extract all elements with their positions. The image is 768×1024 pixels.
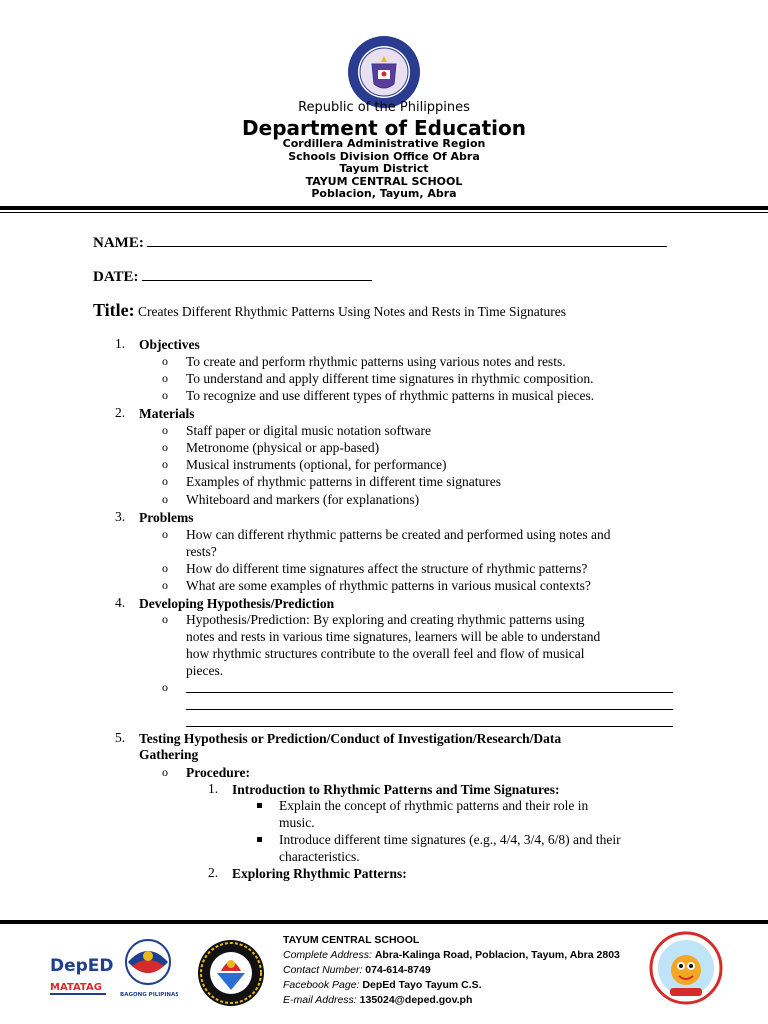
facebook-label: Facebook Page: [283, 979, 360, 991]
list-item: Examples of rhythmic patterns in different time signatures [186, 474, 502, 489]
bullet-icon: o [162, 371, 168, 385]
school-line: TAYUM CENTRAL SCHOOL [305, 174, 463, 188]
answer-blank-line[interactable] [186, 709, 673, 710]
bullet-icon: o [162, 388, 168, 402]
bullet-icon: o [162, 680, 168, 694]
section-number: 2. [115, 405, 126, 420]
list-item: Metronome (physical or app-based) [186, 440, 380, 455]
republic-text: Republic of the Philippines [298, 100, 470, 115]
section-heading-problems: Problems [139, 510, 194, 525]
section-number: 1. [115, 336, 126, 351]
footer-address [283, 949, 620, 961]
deped-logo-text: DepED [50, 956, 114, 976]
bullet-icon: o [162, 578, 168, 592]
section-heading-hypothesis: Developing Hypothesis/Prediction [139, 596, 335, 611]
answer-blank-line[interactable] [186, 692, 673, 693]
date-blank[interactable] [142, 266, 372, 281]
footer-email [283, 994, 472, 1006]
bullet-icon: o [162, 423, 168, 437]
footer-school-name: TAYUM CENTRAL SCHOOL [283, 934, 420, 946]
bullet-icon: o [162, 457, 168, 471]
region-line: Cordillera Administrative Region [282, 137, 486, 150]
step-bullet-continuation: characteristics. [279, 849, 360, 864]
bullet-icon: o [162, 612, 168, 626]
section-number: 3. [115, 509, 126, 524]
square-bullet-icon [257, 837, 262, 842]
list-item: To understand and apply different time signatures in rhythmic composition. [186, 371, 594, 386]
deped-matatag-logo [44, 940, 114, 1000]
step-title: Introduction to Rhythmic Patterns and Time Signatures: [232, 782, 560, 797]
hypothesis-line: notes and rests in various time signatures, learners will be able to understand [186, 629, 601, 644]
tayum-school-seal [193, 938, 269, 1008]
section-number: 4. [115, 595, 126, 610]
bullet-icon: o [162, 765, 168, 779]
title-text: Creates Different Rhythmic Patterns Using Notes and Rests in Time Signatures [138, 304, 567, 319]
list-item: Musical instruments (optional, for performance) [186, 457, 447, 472]
bagong-pilipinas-logo [118, 936, 178, 1000]
bullet-icon: o [162, 492, 168, 506]
list-item: To create and perform rhythmic patterns using various notes and rests. [186, 354, 566, 369]
address-label: Complete Address: [283, 949, 372, 961]
tayum-mascot-seal [648, 930, 724, 1006]
matatag-text: MATATAG [50, 982, 102, 993]
footer-contact [283, 964, 431, 976]
contact-label: Contact Number: [283, 964, 363, 976]
list-item-continuation: rests? [186, 544, 217, 559]
step-bullet-continuation: music. [279, 815, 315, 830]
email-label: E-mail Address: [283, 994, 357, 1006]
location-line: Poblacion, Tayum, Abra [311, 187, 457, 200]
bullet-icon: o [162, 440, 168, 454]
square-bullet-icon [257, 803, 262, 808]
list-item: How can different rhythmic patterns be created and performed using notes and [186, 527, 611, 542]
bullet-icon: o [162, 354, 168, 368]
list-item: What are some examples of rhythmic patterns in various musical contexts? [186, 578, 591, 593]
hypothesis-line: pieces. [186, 663, 224, 678]
answer-blank-line[interactable] [186, 726, 673, 727]
step-bullet: Explain the concept of rhythmic patterns and their role in [279, 798, 589, 813]
bagong-pilipinas-text: BAGONG PILIPINAS [120, 992, 178, 998]
hypothesis-line: how rhythmic structures contribute to the overall feel and flow of musical [186, 646, 585, 661]
header-divider-thin [0, 212, 768, 213]
list-item: Staff paper or digital music notation software [186, 423, 431, 438]
list-item: How do different time signatures affect the structure of rhythmic patterns? [186, 561, 588, 576]
name-field[interactable] [93, 232, 667, 252]
step-title: Exploring Rhythmic Patterns: [232, 866, 407, 881]
district-line: Tayum District [339, 162, 429, 175]
date-field[interactable] [93, 266, 372, 286]
procedure-label: Procedure: [186, 765, 250, 780]
title-label: Title: [93, 300, 135, 320]
section-heading-testing: Testing Hypothesis or Prediction/Conduct of Investigation/Research/Data [139, 731, 562, 746]
email-link[interactable]: 135024@deped.gov.ph [359, 994, 473, 1006]
step-number: 1. [208, 781, 219, 796]
step-number: 2. [208, 865, 219, 880]
bullet-icon: o [162, 561, 168, 575]
section-number: 5. [115, 730, 126, 745]
name-blank[interactable] [147, 232, 667, 247]
title-row [93, 300, 566, 321]
contact-value: 074-614-8749 [365, 964, 431, 976]
section-heading-materials: Materials [139, 406, 195, 421]
name-label: NAME: [93, 235, 144, 251]
bullet-icon: o [162, 474, 168, 488]
division-line: Schools Division Office Of Abra [288, 149, 480, 163]
list-item: Whiteboard and markers (for explanations) [186, 492, 420, 507]
header-divider [0, 206, 768, 210]
step-bullet: Introduce different time signatures (e.g., 4/4, 3/4, 6/8) and their [279, 832, 621, 847]
section-heading-objectives: Objectives [139, 337, 200, 352]
date-label: DATE: [93, 269, 139, 285]
deped-seal-logo [346, 34, 422, 110]
footer-divider [0, 920, 768, 924]
address-value: Abra-Kalinga Road, Poblacion, Tayum, Abra 2803 [374, 949, 620, 961]
department-title: Department of Education [242, 116, 526, 140]
section-heading-testing-cont: Gathering [139, 747, 199, 762]
list-item: To recognize and use different types of rhythmic patterns in musical pieces. [186, 388, 595, 403]
hypothesis-line: Hypothesis/Prediction: By exploring and creating rhythmic patterns using [186, 612, 585, 627]
facebook-link[interactable]: DepEd Tayo Tayum C.S. [362, 979, 482, 991]
bullet-icon: o [162, 527, 168, 541]
footer-facebook [283, 979, 482, 991]
